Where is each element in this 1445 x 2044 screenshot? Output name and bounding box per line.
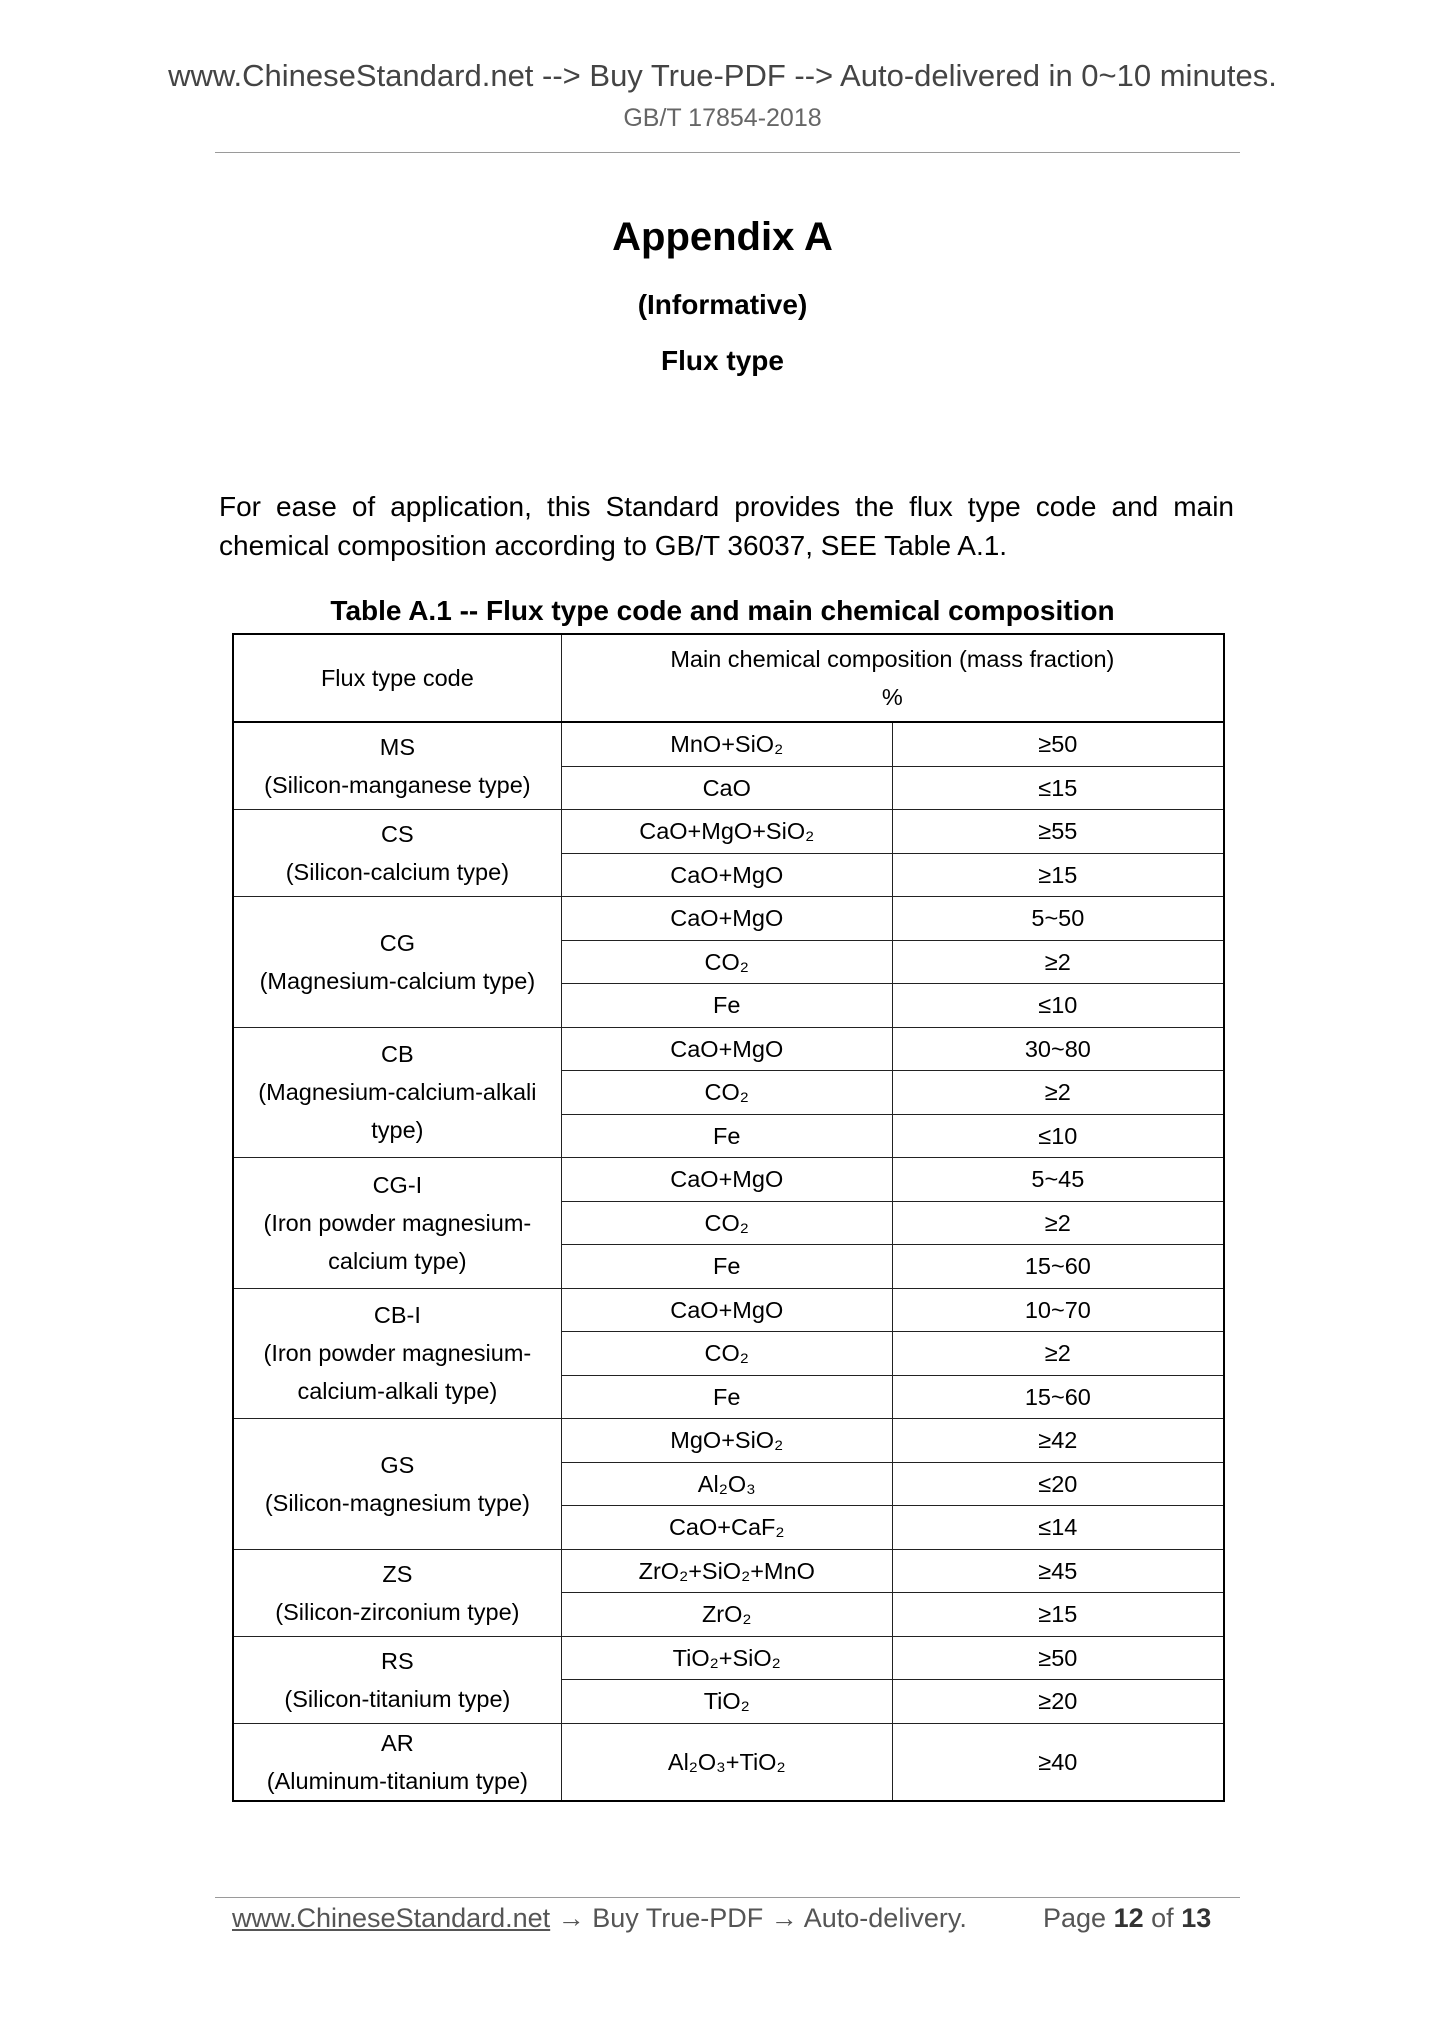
composition-cell: Fe: [561, 984, 892, 1028]
mass-fraction-cell: ≥45: [892, 1549, 1224, 1593]
composition-cell: MnO+SiO₂: [561, 722, 892, 766]
table-row: [233, 1549, 1224, 1593]
composition-cell: CO₂: [561, 1201, 892, 1245]
composition-cell: ZrO₂+SiO₂+MnO: [561, 1549, 892, 1593]
table-row: [233, 1158, 1224, 1202]
table-header-row: [233, 634, 1224, 722]
footer-tail-text: → Buy True-PDF → Auto-delivery.: [557, 1903, 967, 1933]
flux-type-code: CB: [381, 1041, 414, 1068]
header-composition-label: Main chemical composition (mass fraction): [670, 646, 1115, 672]
mass-fraction-cell: ≥2: [892, 940, 1224, 984]
flux-type-name: (Magnesium-calcium type): [259, 967, 536, 994]
mass-fraction-cell: ≥2: [892, 1332, 1224, 1376]
mass-fraction-cell: ≥42: [892, 1419, 1224, 1463]
composition-cell: CO₂: [561, 940, 892, 984]
composition-cell: Fe: [561, 1114, 892, 1158]
flux-type-name: (Silicon-calcium type): [285, 859, 510, 885]
composition-cell: CaO+MgO: [561, 853, 892, 897]
composition-cell: CaO+MgO: [561, 897, 892, 941]
mass-fraction-cell: ≥55: [892, 810, 1224, 854]
mass-fraction-cell: ≥50: [892, 1636, 1224, 1680]
flux-type-cell: [233, 1636, 561, 1723]
composition-cell: CaO+MgO: [561, 1158, 892, 1202]
flux-type-cell: [233, 722, 561, 810]
mass-fraction-cell: ≥15: [892, 853, 1224, 897]
table-row: [233, 1027, 1224, 1071]
appendix-title: Appendix A: [612, 215, 833, 259]
page-total: 13: [1181, 1903, 1212, 1933]
flux-type-name: (Silicon-zirconium type): [275, 1598, 520, 1625]
flux-type-cell: [233, 1419, 561, 1550]
table-row: [233, 1288, 1224, 1332]
flux-type-code: CG: [379, 929, 415, 956]
flux-type-cell: [233, 810, 561, 897]
composition-cell: TiO₂: [561, 1680, 892, 1724]
composition-cell: CaO+MgO: [561, 1288, 892, 1332]
composition-cell: CO₂: [561, 1071, 892, 1115]
appendix-kind: (Informative): [637, 289, 808, 320]
page-number: 12: [1113, 1903, 1144, 1933]
mass-fraction-cell: ≥2: [892, 1071, 1224, 1115]
mass-fraction-cell: ≤10: [892, 984, 1224, 1028]
flux-type-cell: [233, 1288, 561, 1419]
of-label: of: [1151, 1903, 1174, 1933]
mass-fraction-cell: ≤15: [892, 766, 1224, 810]
flux-type-name: (Silicon-magnesium type): [264, 1489, 530, 1516]
flux-type-name: (Iron powder magnesium-calcium type): [263, 1209, 532, 1274]
mass-fraction-cell: 15~60: [892, 1375, 1224, 1419]
header-unit: %: [881, 684, 903, 710]
flux-type-name: (Magnesium-calcium-alkali type): [258, 1079, 537, 1144]
mass-fraction-cell: 30~80: [892, 1027, 1224, 1071]
composition-cell: Fe: [561, 1245, 892, 1289]
flux-type-code: GS: [380, 1451, 415, 1478]
composition-cell: ZrO₂: [561, 1593, 892, 1637]
flux-type-code: MS: [379, 734, 415, 760]
mass-fraction-cell: 5~45: [892, 1158, 1224, 1202]
flux-type-code: AR: [381, 1729, 414, 1756]
intro-paragraph: For ease of application, this Standard provides the flux type code and main chemical composition according to GB/T 36037, SEE Table A.1.: [219, 491, 1234, 561]
flux-type-name: (Iron powder magnesium-calcium-alkali type): [263, 1340, 532, 1405]
table-row: [233, 1723, 1224, 1801]
footer-divider: [215, 1897, 1240, 1898]
flux-type-code: CS: [381, 821, 414, 847]
flux-type-code: ZS: [382, 1560, 413, 1587]
page-label: Page: [1043, 1903, 1107, 1933]
page-indicator: [1043, 1903, 1211, 1934]
header-main-composition: [561, 634, 1224, 722]
mass-fraction-cell: 15~60: [892, 1245, 1224, 1289]
header-flux-type-code: Flux type code: [233, 634, 561, 722]
composition-cell: Al₂O₃: [561, 1462, 892, 1506]
mass-fraction-cell: ≥50: [892, 722, 1224, 766]
composition-cell: CaO+MgO: [561, 1027, 892, 1071]
composition-cell: MgO+SiO₂: [561, 1419, 892, 1463]
mass-fraction-cell: ≤14: [892, 1506, 1224, 1550]
flux-type-cell: [233, 897, 561, 1028]
composition-cell: CO₂: [561, 1332, 892, 1376]
table-row: [233, 897, 1224, 941]
flux-type-cell: [233, 1723, 561, 1801]
flux-type-cell: [233, 1027, 561, 1158]
footer-left: [232, 1903, 967, 1934]
flux-type-code: CG-I: [372, 1171, 423, 1198]
mass-fraction-cell: ≤20: [892, 1462, 1224, 1506]
flux-type-code: RS: [381, 1647, 414, 1674]
composition-cell: Al₂O₃+TiO₂: [561, 1723, 892, 1801]
table-row: [233, 1419, 1224, 1463]
flux-type-table: [232, 633, 1225, 1802]
mass-fraction-cell: ≥40: [892, 1723, 1224, 1801]
standard-number: GB/T 17854-2018: [623, 104, 822, 132]
composition-cell: Fe: [561, 1375, 892, 1419]
flux-type-code: CB-I: [373, 1302, 421, 1329]
mass-fraction-cell: ≥2: [892, 1201, 1224, 1245]
flux-type-name: (Aluminum-titanium type): [266, 1767, 528, 1794]
composition-cell: CaO: [561, 766, 892, 810]
flux-type-cell: [233, 1549, 561, 1636]
composition-cell: CaO+CaF₂: [561, 1506, 892, 1550]
table-row: [233, 810, 1224, 854]
composition-cell: CaO+MgO+SiO₂: [561, 810, 892, 854]
table-caption: Table A.1 -- Flux type code and main chemical composition: [330, 595, 1115, 626]
composition-cell: TiO₂+SiO₂: [561, 1636, 892, 1680]
mass-fraction-cell: ≤10: [892, 1114, 1224, 1158]
table-row: [233, 1636, 1224, 1680]
header-divider: [215, 152, 1240, 153]
mass-fraction-cell: 10~70: [892, 1288, 1224, 1332]
header-banner: www.ChineseStandard.net --> Buy True-PDF --> Auto-delivered in 0~10 minutes.: [168, 58, 1277, 93]
mass-fraction-cell: 5~50: [892, 897, 1224, 941]
mass-fraction-cell: ≥15: [892, 1593, 1224, 1637]
flux-type-name: (Silicon-manganese type): [264, 772, 531, 798]
flux-type-name: (Silicon-titanium type): [284, 1685, 511, 1712]
flux-type-cell: [233, 1158, 561, 1289]
mass-fraction-cell: ≥20: [892, 1680, 1224, 1724]
footer-site-link[interactable]: www.ChineseStandard.net: [232, 1903, 551, 1933]
table-row: [233, 722, 1224, 766]
appendix-subject: Flux type: [661, 345, 784, 376]
